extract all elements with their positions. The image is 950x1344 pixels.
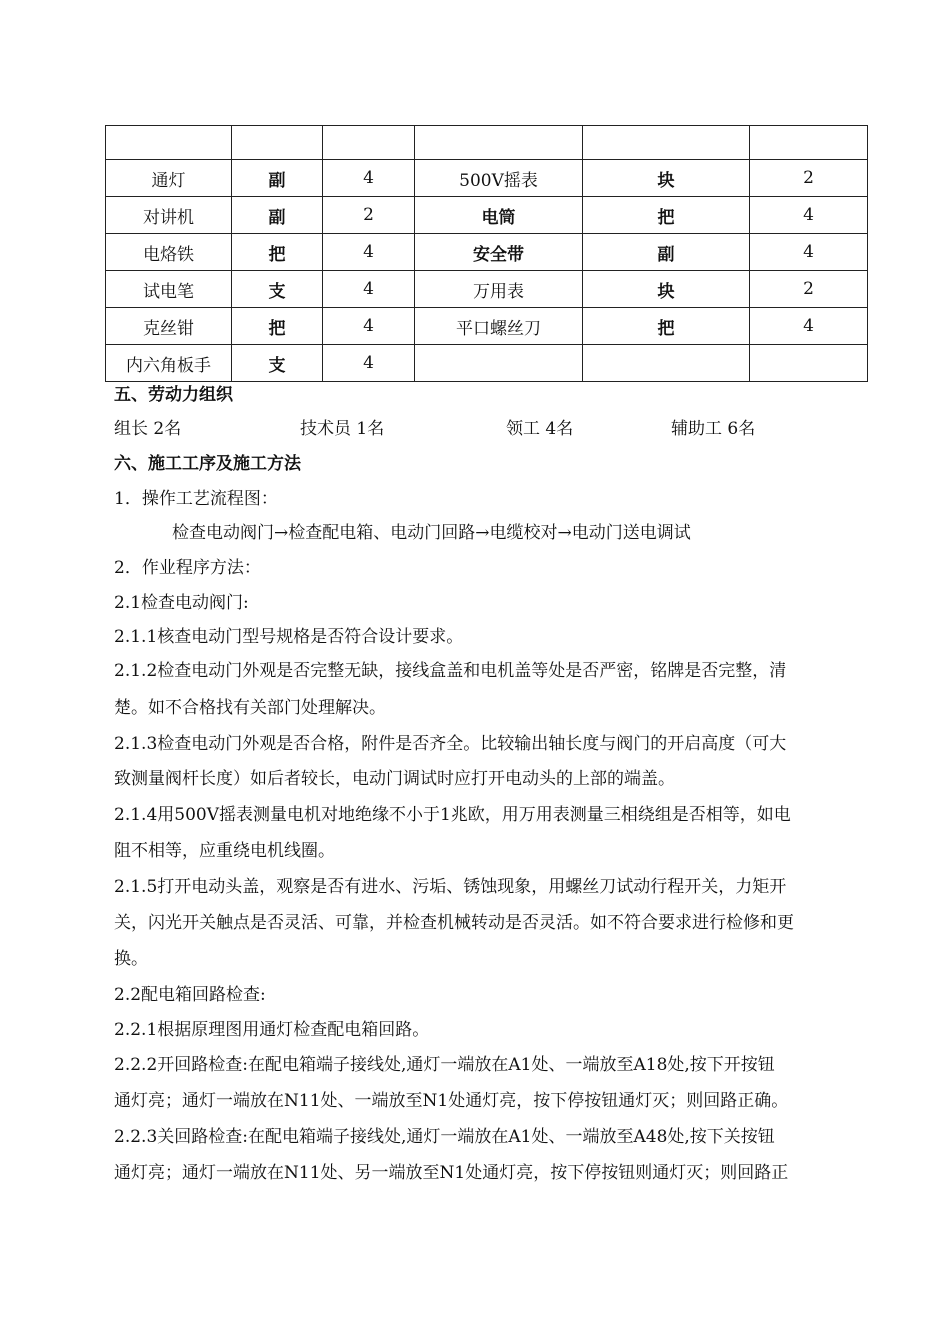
text-line: 2.2.1根据原理图用通灯检查配电箱回路。 bbox=[114, 1020, 430, 1040]
tool-unit: 把 bbox=[583, 197, 750, 234]
tool-name: 对讲机 bbox=[106, 197, 232, 234]
staff-item: 技术员 1名 bbox=[300, 419, 385, 439]
text-line: 致测量阀杆长度）如后者较长，电动门调试时应打开电动头的上部的端盖。 bbox=[114, 769, 675, 789]
section-5-heading: 五、劳动力组织 bbox=[114, 385, 233, 405]
table-row bbox=[106, 308, 868, 345]
text-line: 2.2.3关回路检查:在配电箱端子接线处,通灯一端放在A1处、一端放至A48处,按下关按钮 bbox=[114, 1127, 775, 1147]
tool-qty: 4 bbox=[323, 234, 415, 271]
tool-unit: 把 bbox=[583, 308, 750, 345]
table-row bbox=[106, 126, 868, 160]
text-line: 换。 bbox=[114, 949, 148, 969]
tool-name: 内六角板手 bbox=[106, 345, 232, 382]
tool-qty: 2 bbox=[323, 197, 415, 234]
process-flow: 检查电动阀门→检查配电箱、电动门回路→电缆校对→电动门送电调试 bbox=[172, 523, 691, 543]
tool-qty bbox=[750, 345, 868, 382]
table-row bbox=[106, 197, 868, 234]
text-line: 2.1检查电动阀门: bbox=[114, 593, 249, 613]
staff-item: 辅助工 6名 bbox=[671, 419, 756, 439]
staff-row bbox=[114, 418, 814, 440]
section-6-heading: 六、施工工序及施工方法 bbox=[114, 454, 301, 474]
tool-name: 克丝钳 bbox=[106, 308, 232, 345]
tool-unit: 支 bbox=[232, 271, 323, 308]
tool-name: 试电笔 bbox=[106, 271, 232, 308]
table-row bbox=[106, 160, 868, 197]
table-row bbox=[106, 234, 868, 271]
tool-unit: 块 bbox=[583, 271, 750, 308]
tool-unit: 副 bbox=[232, 197, 323, 234]
tool-qty: 4 bbox=[323, 345, 415, 382]
text-line: 2．作业程序方法： bbox=[114, 558, 261, 578]
tool-qty: 4 bbox=[750, 308, 868, 345]
tool-unit: 支 bbox=[232, 345, 323, 382]
tool-qty: 4 bbox=[323, 308, 415, 345]
text-line: 通灯亮；通灯一端放在N11处、另一端放至N1处通灯亮，按下停按钮则通灯灭；则回路正 bbox=[114, 1163, 789, 1183]
tool-qty: 4 bbox=[323, 271, 415, 308]
tool-name: 平口螺丝刀 bbox=[415, 308, 583, 345]
text-line: 2.2.2开回路检查:在配电箱端子接线处,通灯一端放在A1处、一端放至A18处,按下开按钮 bbox=[114, 1055, 775, 1075]
tool-name: 电烙铁 bbox=[106, 234, 232, 271]
text-line: 2.1.1核查电动门型号规格是否符合设计要求。 bbox=[114, 627, 464, 647]
text-line: 2.1.4用500V摇表测量电机对地绝缘不小于1兆欧，用万用表测量三相绕组是否相等，如电 bbox=[114, 805, 791, 825]
text-line: 阻不相等，应重绕电机线圈。 bbox=[114, 841, 335, 861]
tool-qty: 4 bbox=[323, 160, 415, 197]
text-line: 2.1.3检查电动门外观是否合格，附件是否齐全。比较输出轴长度与阀门的开启高度（可大 bbox=[114, 734, 787, 754]
tool-unit: 块 bbox=[583, 160, 750, 197]
tool-qty: 4 bbox=[750, 197, 868, 234]
staff-item: 领工 4名 bbox=[506, 419, 574, 439]
table-row bbox=[106, 271, 868, 308]
text-line: 楚。如不合格找有关部门处理解决。 bbox=[114, 698, 386, 718]
tool-qty: 2 bbox=[750, 271, 868, 308]
text-line: 2.2配电箱回路检查: bbox=[114, 985, 266, 1005]
tool-name: 电筒 bbox=[415, 197, 583, 234]
tool-name: 万用表 bbox=[415, 271, 583, 308]
tool-unit bbox=[583, 345, 750, 382]
text-line: 2.1.2检查电动门外观是否完整无缺，接线盒盖和电机盖等处是否严密，铭牌是否完整，清 bbox=[114, 661, 787, 681]
staff-item: 组长 2名 bbox=[114, 419, 182, 439]
tool-unit: 把 bbox=[232, 308, 323, 345]
tool-name bbox=[415, 345, 583, 382]
table-row bbox=[106, 345, 868, 382]
tool-qty: 2 bbox=[750, 160, 868, 197]
text-line: 关，闪光开关触点是否灵活、可靠，并检查机械转动是否灵活。如不符合要求进行检修和更 bbox=[114, 913, 794, 933]
tool-unit: 副 bbox=[583, 234, 750, 271]
tool-name: 通灯 bbox=[106, 160, 232, 197]
text-line: 1．操作工艺流程图： bbox=[114, 489, 278, 509]
tool-name: 安全带 bbox=[415, 234, 583, 271]
tool-unit: 副 bbox=[232, 160, 323, 197]
tool-unit: 把 bbox=[232, 234, 323, 271]
tool-name: 500V摇表 bbox=[415, 160, 583, 197]
text-line: 通灯亮；通灯一端放在N11处、一端放至N1处通灯亮，按下停按钮通灯灭；则回路正确。 bbox=[114, 1091, 789, 1111]
text-line: 2.1.5打开电动头盖，观察是否有进水、污垢、锈蚀现象，用螺丝刀试动行程开关，力矩开 bbox=[114, 877, 787, 897]
tools-table bbox=[105, 125, 868, 382]
tool-qty: 4 bbox=[750, 234, 868, 271]
